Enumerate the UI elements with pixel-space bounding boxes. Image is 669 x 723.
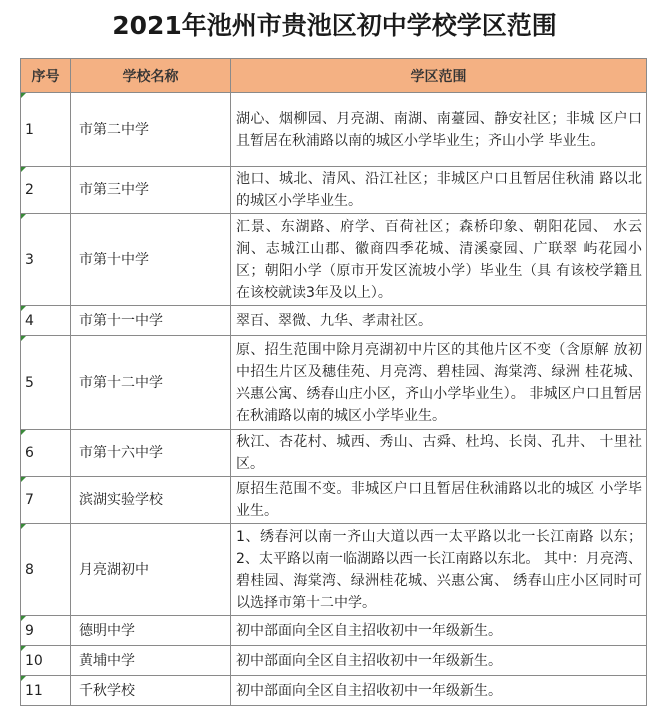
row-no: 2 bbox=[21, 167, 71, 214]
table-row bbox=[21, 430, 647, 477]
row-school: 市第十中学 bbox=[71, 214, 231, 306]
row-school: 月亮湖初中 bbox=[71, 524, 231, 616]
row-school: 黄埔中学 bbox=[71, 646, 231, 676]
row-no: 8 bbox=[21, 524, 71, 616]
row-scope: 汇景、东湖路、府学、百荷社区；森桥印象、朝阳花园、 水云涧、志城江山郡、徽商四季花城、清溪豪园、广联翠 屿花园小区；朝阳小学（原市开发区流坡小学）毕业生（具 有该校学籍且在该校就读3年及以上）。 bbox=[231, 214, 647, 306]
school-district-table bbox=[20, 58, 647, 706]
table-row bbox=[21, 477, 647, 524]
row-school: 千秋学校 bbox=[71, 676, 231, 706]
row-school: 市第三中学 bbox=[71, 167, 231, 214]
row-scope: 初中部面向全区自主招收初中一年级新生。 bbox=[231, 616, 647, 646]
row-school: 市第十一中学 bbox=[71, 306, 231, 336]
row-school: 市第十二中学 bbox=[71, 336, 231, 430]
row-scope: 初中部面向全区自主招收初中一年级新生。 bbox=[231, 676, 647, 706]
row-no: 3 bbox=[21, 214, 71, 306]
row-scope: 原、招生范围中除月亮湖初中片区的其他片区不变（含原解 放初中招生片区及穗佳苑、月亮湾、碧桂园、海棠湾、绿洲 桂花城、兴惠公寓、绣春山庄小区，齐山小学毕业生）。 非城区户口且暂居在秋浦路以南的城区小学毕业生。 bbox=[231, 336, 647, 430]
row-scope: 初中部面向全区自主招收初中一年级新生。 bbox=[231, 646, 647, 676]
row-no: 7 bbox=[21, 477, 71, 524]
table-header-row bbox=[21, 59, 647, 93]
row-school: 德明中学 bbox=[71, 616, 231, 646]
table-row bbox=[21, 306, 647, 336]
row-scope: 1、绣春河以南一齐山大道以西一太平路以北一长江南路 以东；2、太平路以南一临湖路以西一长江南路以东北。 其中：月亮湾、碧桂园、海棠湾、绿洲桂花城、兴惠公寓、 绣春山庄小区同时可以选择市第十二中学。 bbox=[231, 524, 647, 616]
page-title: 2021年池州市贵池区初中学校学区范围 bbox=[112, 11, 557, 40]
table-row bbox=[21, 676, 647, 706]
row-no: 9 bbox=[21, 616, 71, 646]
row-no: 4 bbox=[21, 306, 71, 336]
row-no: 5 bbox=[21, 336, 71, 430]
table-row bbox=[21, 214, 647, 306]
row-scope: 池口、城北、清风、沿江社区；非城区户口且暂居住秋浦 路以北的城区小学毕业生。 bbox=[231, 167, 647, 214]
row-school: 市第二中学 bbox=[71, 93, 231, 167]
table-row bbox=[21, 524, 647, 616]
row-scope: 原招生范围不变。非城区户口且暂居住秋浦路以北的城区 小学毕业生。 bbox=[231, 477, 647, 524]
header-school: 学校名称 bbox=[71, 59, 231, 93]
row-scope: 翠百、翠微、九华、孝肃社区。 bbox=[231, 306, 647, 336]
table-row bbox=[21, 646, 647, 676]
row-school: 市第十六中学 bbox=[71, 430, 231, 477]
row-no: 11 bbox=[21, 676, 71, 706]
header-scope: 学区范围 bbox=[231, 59, 647, 93]
table-row bbox=[21, 167, 647, 214]
row-no: 6 bbox=[21, 430, 71, 477]
row-scope: 秋江、杏花村、城西、秀山、古舜、杜坞、长岗、孔井、 十里社区。 bbox=[231, 430, 647, 477]
row-scope: 湖心、烟柳园、月亮湖、南湖、南薹园、静安社区；非城 区户口且暂居在秋浦路以南的城区小学毕业生；齐山小学 毕业生。 bbox=[231, 93, 647, 167]
row-no: 1 bbox=[21, 93, 71, 167]
row-no: 10 bbox=[21, 646, 71, 676]
header-no: 序号 bbox=[21, 59, 71, 93]
table-row bbox=[21, 336, 647, 430]
row-school: 滨湖实验学校 bbox=[71, 477, 231, 524]
table-row bbox=[21, 93, 647, 167]
table-row bbox=[21, 616, 647, 646]
